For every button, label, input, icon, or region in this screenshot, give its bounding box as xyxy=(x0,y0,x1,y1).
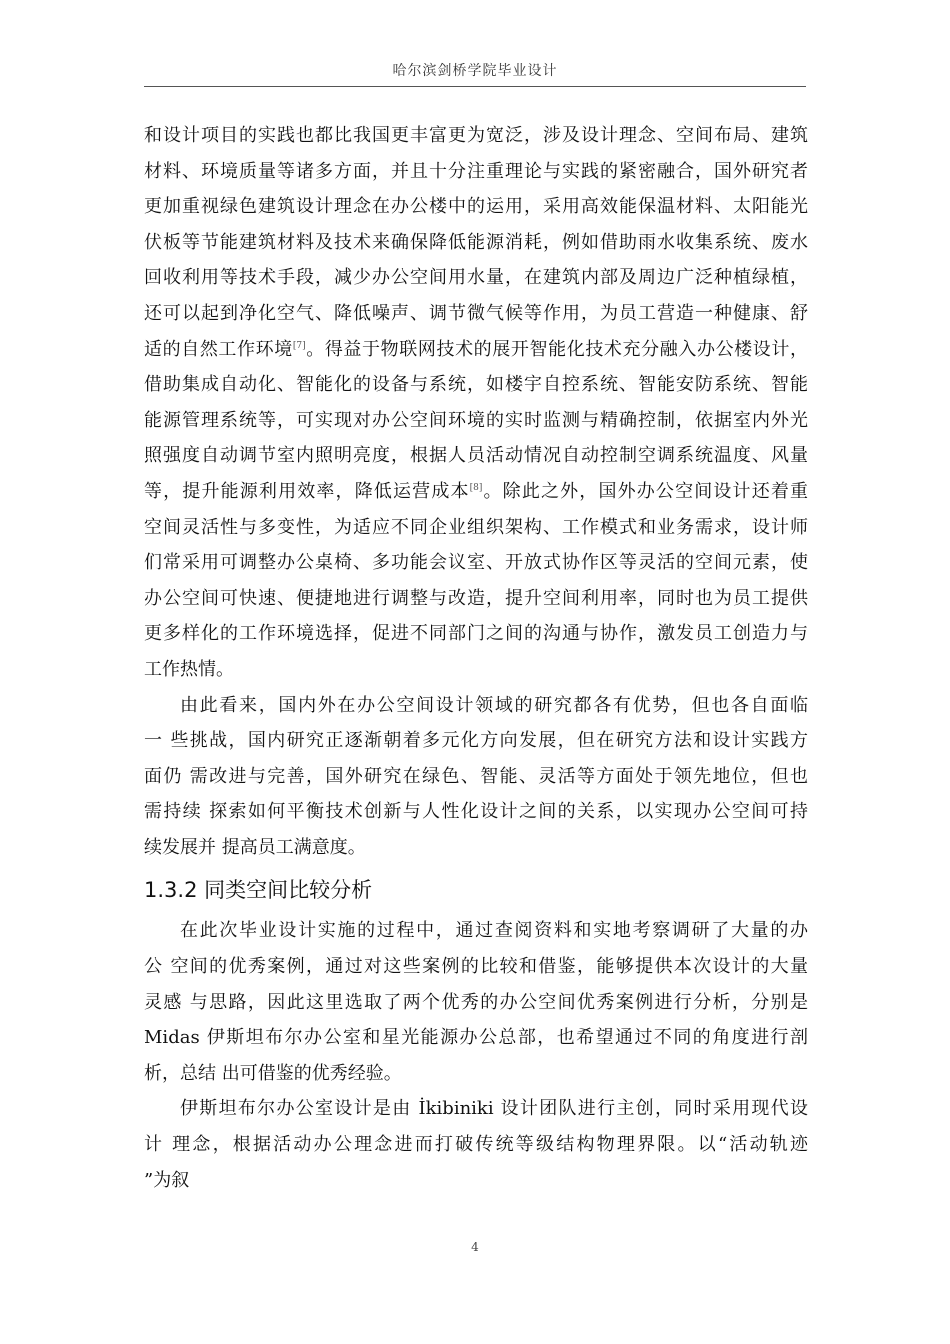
text-line: 计 理念，根据活动办公理念进而打破传统等级结构物理界限。以“活动轨迹 xyxy=(144,1134,808,1156)
text-segment: 。除此之外，国外办公空间设计还着重 xyxy=(482,480,808,502)
text-line: 照强度自动调节室内照明亮度，根据人员活动情况自动控制空调系统温度、风量 xyxy=(144,445,808,467)
text-line: 面仍 需改进与完善，国外研究在绿色、智能、灵活等方面处于领先地位，但也 xyxy=(144,765,808,787)
text-line: 借助集成自动化、智能化的设备与系统，如楼宇自控系统、智能安防系统、智能 xyxy=(144,374,808,396)
text-line: 还可以起到净化空气、降低噪声、调节微气候等作用，为员工营造一种健康、舒 xyxy=(144,302,808,324)
text-line: 在此次毕业设计实施的过程中，通过查阅资料和实地考察调研了大量的办 xyxy=(180,920,808,942)
text-line xyxy=(144,474,808,510)
text-line: 由此看来，国内外在办公空间设计领域的研究都各有优势，但也各自面临 xyxy=(180,694,808,716)
text-line: 和设计项目的实践也都比我国更丰富更为宽泛，涉及设计理念、空间布局、建筑 xyxy=(144,125,808,146)
text-segment: 。得益于物联网技术的展开智能化技术充分融入办公楼设计， xyxy=(305,338,808,360)
text-line: 们常采用可调整办公桌椅、多功能会议室、开放式协作区等灵活的空间元素，使 xyxy=(144,552,808,574)
text-line: 一 些挑战，国内研究正逐渐朝着多元化方向发展，但在研究方法和设计实践方 xyxy=(144,730,808,752)
paragraph-2 xyxy=(144,688,808,866)
citation-7: [7] xyxy=(292,340,306,351)
text-line: 析，总结 出可借鉴的优秀经验。 xyxy=(144,1062,402,1084)
text-line: 伏板等节能建筑材料及技术来确保降低能源消耗，例如借助雨水收集系统、废水 xyxy=(144,231,808,253)
header-rule xyxy=(144,86,806,87)
text-line: 更多样化的工作环境选择，促进不同部门之间的沟通与协作，激发员工创造力与 xyxy=(144,623,808,645)
citation-8: [8] xyxy=(469,482,483,493)
text-line: 续发展并 提高员工满意度。 xyxy=(144,836,366,858)
text-line: 能源管理系统等，可实现对办公空间环境的实时监测与精确控制，依据室内外光 xyxy=(144,409,808,431)
text-segment: 适的自然工作环境 xyxy=(144,338,293,360)
text-line: 材料、环境质量等诸多方面，并且十分注重理论与实践的紧密融合，国外研究者 xyxy=(144,160,808,182)
paragraph-3 xyxy=(144,913,808,1091)
text-line: 空间灵活性与多变性，为适应不同企业组织架构、工作模式和业务需求，设计师 xyxy=(144,516,808,538)
text-line: Midas 伊斯坦布尔办公室和星光能源办公总部，也希望通过不同的角度进行剖 xyxy=(144,1027,808,1049)
text-line: 灵感 与思路，因此这里选取了两个优秀的办公空间优秀案例进行分析，分别是 xyxy=(144,991,808,1013)
page-number: 4 xyxy=(471,1240,479,1254)
text-line: 更加重视绿色建筑设计理念在办公楼中的运用，采用高效能保温材料、太阳能光 xyxy=(144,196,808,218)
paragraph-1 xyxy=(144,118,808,688)
text-line: 办公空间可快速、便捷地进行调整与改造，提升空间利用率，同时也为员工提供 xyxy=(144,587,808,609)
page-header: 哈尔滨剑桥学院毕业设计 xyxy=(392,63,558,79)
section-heading: 1.3.2 同类空间比较分析 xyxy=(144,878,373,903)
text-line: 公 空间的优秀案例，通过对这些案例的比较和借鉴，能够提供本次设计的大量 xyxy=(144,956,808,978)
body-text xyxy=(144,118,808,1198)
paragraph-4 xyxy=(144,1091,808,1198)
text-line: 工作热情。 xyxy=(144,658,234,680)
text-line: ”为叙 xyxy=(144,1169,190,1191)
text-line: 伊斯坦布尔办公室设计是由 İkibiniki 设计团队进行主创，同时采用现代设 xyxy=(180,1098,808,1120)
text-line xyxy=(144,332,808,368)
text-segment: 等，提升能源利用效率，降低运营成本 xyxy=(144,480,470,502)
text-line: 需持续 探索如何平衡技术创新与人性化设计之间的关系，以实现办公空间可持 xyxy=(144,801,808,823)
text-line: 回收利用等技术手段，减少办公空间用水量，在建筑内部及周边广泛种植绿植， xyxy=(144,267,808,289)
